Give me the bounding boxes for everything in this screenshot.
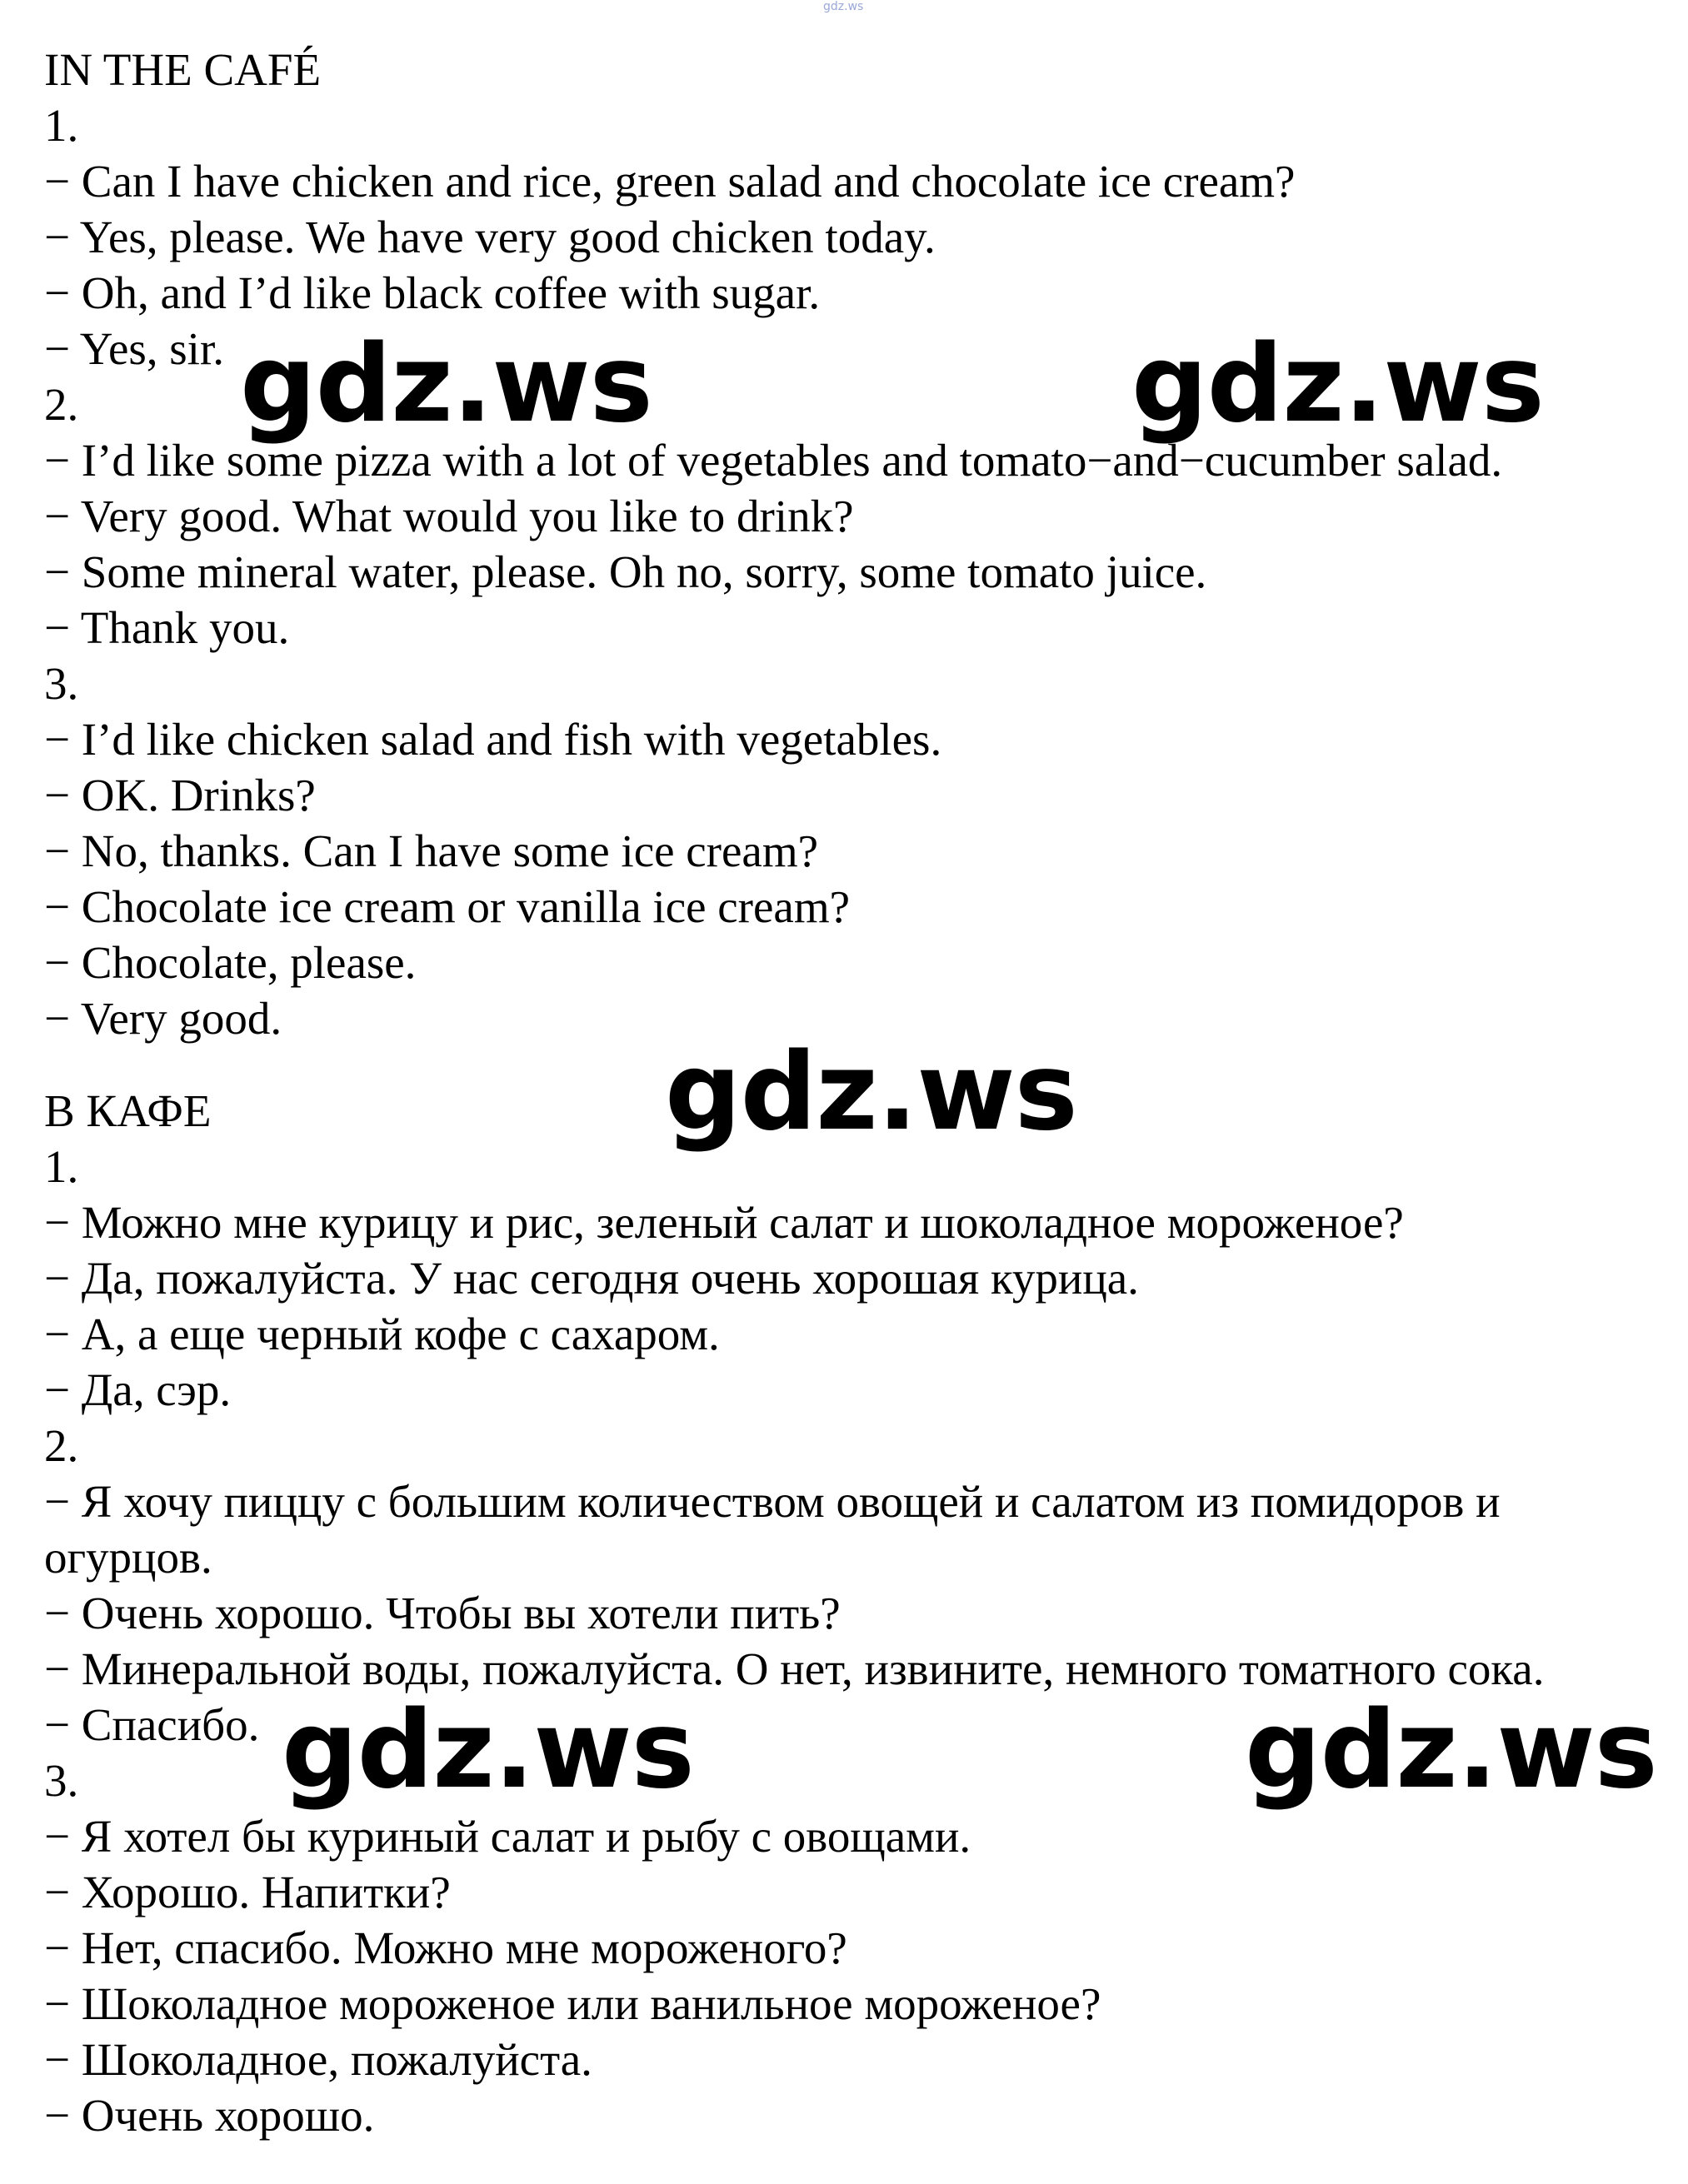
dialog-number: 2. (44, 1420, 79, 1471)
dialog-line: − OK. Drinks? (44, 770, 316, 820)
section-title: IN THE CAFÉ (44, 44, 322, 95)
dialog-line: − Я хочу пиццу с большим количеством овощей и салатом из помидоров и (44, 1476, 1501, 1527)
dialog-line: − Минеральной воды, пожалуйста. О нет, извините, немного томатного сока. (44, 1643, 1545, 1694)
watermark: gdz.ws (665, 1030, 1077, 1154)
dialog-line: − Шоколадное мороженое или ванильное мороженое? (44, 1978, 1101, 2029)
dialog-line: − Very good. (44, 993, 282, 1044)
russian-section (44, 1083, 1544, 2143)
dialog-line: − No, thanks. Can I have some ice cream? (44, 825, 819, 876)
dialog-line: − I’d like chicken salad and fish with vegetables. (44, 714, 942, 765)
dialog-line: − Very good. What would you like to drink? (44, 491, 854, 541)
dialog-line: − Chocolate ice cream or vanilla ice cream? (44, 881, 851, 932)
dialog-line: − Chocolate, please. (44, 937, 417, 988)
dialog-line: − Нет, спасибо. Можно мне мороженого? (44, 1922, 847, 1973)
dialog-line: − Yes, sir. (44, 323, 224, 374)
dialog-line: − Some mineral water, please. Oh no, sorry, some tomato juice. (44, 546, 1207, 597)
dialog-number: 3. (44, 1755, 79, 1806)
dialog-line: − Очень хорошо. (44, 2090, 375, 2141)
dialog-number: 2. (44, 379, 79, 430)
dialog-line: огурцов. (44, 1532, 212, 1583)
dialog-number: 1. (44, 1141, 79, 1192)
dialog-line: − А, а еще черный кофе с сахаром. (44, 1309, 720, 1359)
watermark: gdz.ws (1245, 1688, 1657, 1813)
dialog-line: − I’d like some pizza with a lot of vegetables and tomato−and−cucumber salad. (44, 435, 1503, 486)
dialog-number: 3. (44, 658, 79, 709)
dialog-line: − Очень хорошо. Чтобы вы хотели пить? (44, 1588, 841, 1638)
dialog-line: − Yes, please. We have very good chicken today. (44, 212, 936, 262)
dialog-line: − Oh, and I’d like black coffee with sugar. (44, 267, 821, 318)
dialog-number: 1. (44, 100, 79, 151)
watermark: gdz.ws (1131, 322, 1544, 446)
dialog-line: − Можно мне курицу и рис, зеленый салат и шоколадное мороженое? (44, 1197, 1404, 1248)
dialog-line: − Да, сэр. (44, 1364, 232, 1415)
header-watermark: gdz.ws (823, 0, 864, 13)
watermark: gdz.ws (282, 1688, 694, 1813)
dialog-line: − Да, пожалуйста. У нас сегодня очень хорошая курица. (44, 1253, 1139, 1304)
dialog-line: − Can I have chicken and rice, green salad and chocolate ice cream? (44, 156, 1296, 207)
dialog-line: − Thank you. (44, 602, 290, 653)
dialog-line: − Я хотел бы куриный салат и рыбу с овощами. (44, 1811, 971, 1862)
english-section (44, 42, 1544, 1046)
dialog-line: − Спасибо. (44, 1699, 260, 1750)
section-title: В КАФЕ (44, 1085, 212, 1136)
dialog-line: − Хорошо. Напитки? (44, 1867, 451, 1917)
dialog-line: − Шоколадное, пожалуйста. (44, 2034, 592, 2085)
watermark: gdz.ws (240, 322, 652, 446)
